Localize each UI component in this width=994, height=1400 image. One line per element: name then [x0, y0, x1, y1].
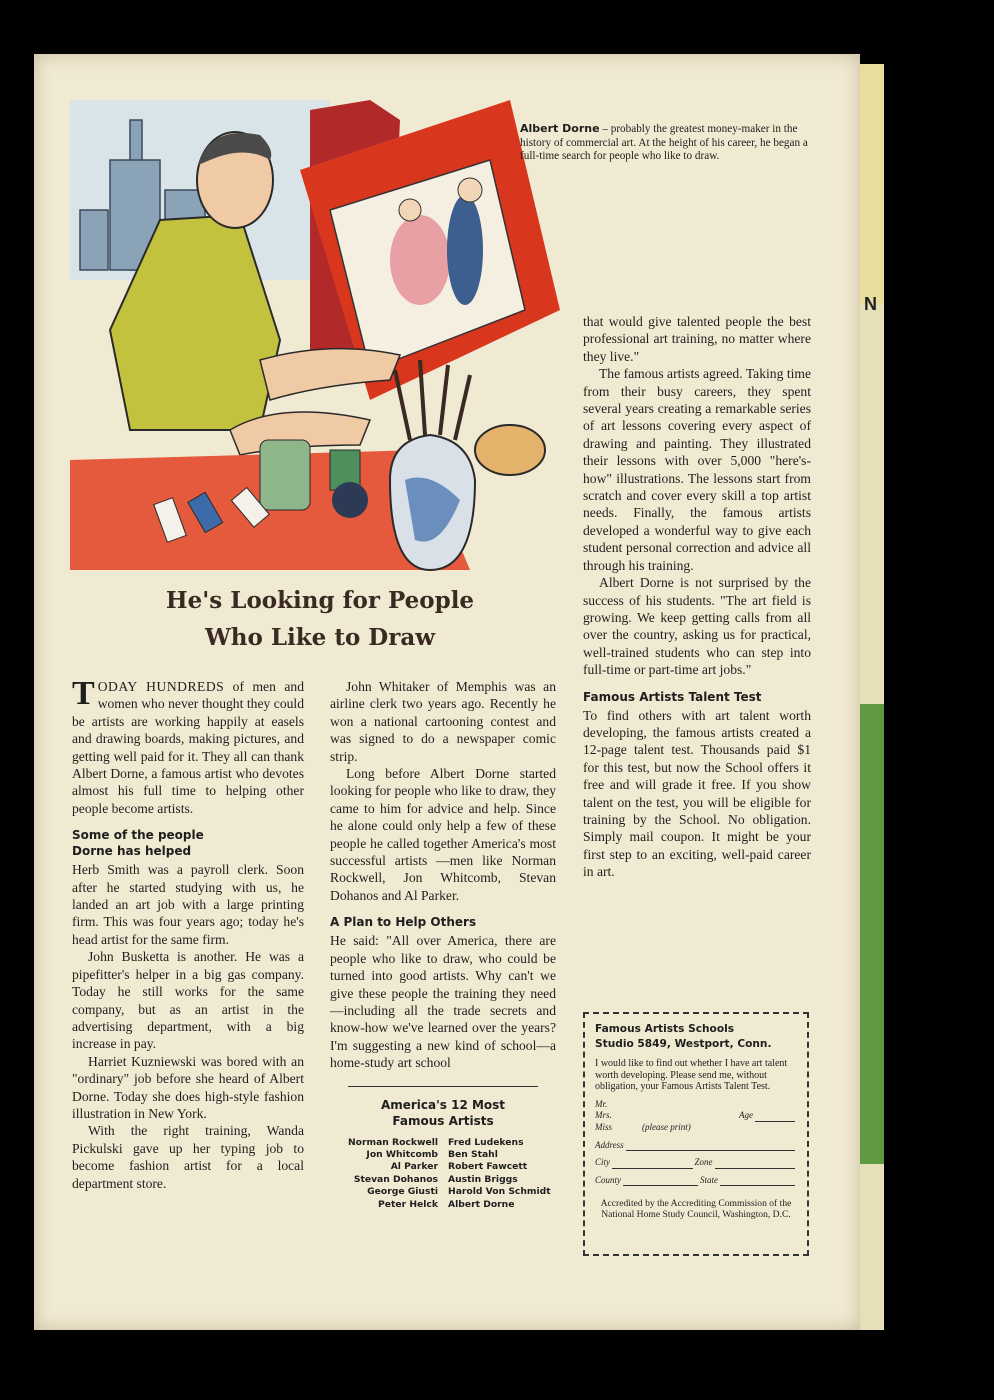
paragraph-talent-test: To find others with art talent worth developing, the famous artists created a 12-page talent test. Thousands paid $1 for this test, but now the School offers it free and will grade it free. If you show talent on the test, you will be eligible for training by the School. No obligation. Simply mail coupon. It might be your first step to an exciting, well-paid career in art. [583, 707, 811, 880]
coupon-address: Studio 5849, Westport, Conn. [595, 1038, 772, 1050]
coupon-body: I would like to find out whether I have art talent worth developing. Please send me, without obligation, your Famous Artists Talent Test. [595, 1058, 788, 1093]
subhead-line-1: Some of the people [72, 828, 204, 843]
column-2 [330, 678, 556, 1211]
label-state: State [700, 1174, 718, 1185]
subhead-people-helped [72, 827, 304, 859]
label-mr: Mr. [595, 1098, 608, 1109]
paragraph-wanda: With the right training, Wanda Pickulski gave up her typing job to become fashion artist for a local department store. [72, 1123, 304, 1191]
subhead-plan: A Plan to Help Others [330, 915, 477, 930]
coupon-row-address [595, 1140, 797, 1152]
artists-title [330, 1097, 556, 1129]
intro-paragraph [72, 675, 304, 817]
artists-list [330, 1137, 556, 1211]
caption-name: Albert Dorne [520, 122, 600, 135]
artist-name: Stevan Dohanos [353, 1173, 438, 1185]
bowl [475, 425, 545, 475]
accreditation-note: Accredited by the Accrediting Commission of the National Home Study Council, Washington, D.C. [600, 1198, 792, 1221]
paragraph-john-whitaker: John Whitaker of Memphis was an airline clerk two years ago. Recently he won a national cartooning contest and was signed to do a newspaper comic strip. [330, 679, 556, 764]
edge-yellow [860, 64, 884, 304]
illustration-caption [520, 122, 810, 164]
coupon-row-mr [595, 1099, 797, 1111]
label-city: City [595, 1157, 610, 1168]
headline-line-2: Who Like to Draw [204, 624, 436, 651]
coupon-row-county [595, 1175, 797, 1187]
label-please-print: (please print) [642, 1121, 691, 1132]
artist-name: Al Parker [390, 1161, 438, 1173]
city-field[interactable] [612, 1158, 693, 1169]
label-age: Age [739, 1110, 753, 1121]
artist-name: Albert Dorne [448, 1198, 515, 1210]
zone-field[interactable] [715, 1158, 796, 1169]
coupon-row-city [595, 1157, 797, 1169]
artist-name: Robert Fawcett [448, 1161, 528, 1173]
intro-lead: ODAY HUNDREDS [97, 679, 225, 694]
edge-green [860, 704, 884, 1164]
artist-name: Peter Helck [378, 1198, 438, 1210]
paragraph-artists-agreed: The famous artists agreed. Taking time from their busy careers, they spent several years creating a remarkable series of art lessons covering every aspect of drawing and painting. They illustrated their lessons with over 5,000 "here's-how" illustrations. The lessons start from scratch and cover every skill a top artist needs. Finally, the famous artists developed a wonderful way to give each student personal correction and advice all through his training. [583, 366, 811, 573]
label-address: Address [595, 1139, 624, 1150]
state-field[interactable] [720, 1175, 795, 1186]
artist-name: Austin Briggs [448, 1173, 518, 1185]
paragraph-continuation: that would give talented people the best professional art training, no matter where they live." [583, 314, 811, 364]
artist-name: Ben Stahl [448, 1148, 498, 1160]
artists-title-line-1: America's 12 Most [380, 1097, 506, 1112]
drop-cap: T [72, 675, 95, 712]
coupon-row-miss [595, 1122, 797, 1134]
headline [70, 582, 570, 656]
artist-illustration [70, 100, 570, 580]
county-field[interactable] [623, 1175, 698, 1186]
adjacent-page-edge [860, 64, 884, 1330]
artist-name: Jon Whitcomb [366, 1148, 438, 1160]
mail-coupon[interactable] [583, 1012, 809, 1256]
address-field[interactable] [626, 1140, 795, 1151]
artist-name: Fred Ludekens [448, 1136, 524, 1148]
divider [348, 1086, 538, 1087]
edge-letter: N [864, 294, 877, 314]
paragraph-long-before: Long before Albert Dorne started looking for people who like to draw, they came to him for advice and help. Since he alone could only help a few of these people he called together America's most successful artists —men like Norman Rockwell, Jon Whitcomb, Stevan Dohanos and Al Parker. [330, 766, 556, 903]
headline-line-1: He's Looking for People [165, 587, 475, 614]
column-1 [72, 675, 304, 1192]
paragraph-herb-smith: Herb Smith was a payroll clerk. Soon after he started studying with us, he landed an art job with a large printing firm. This was four years ago; today he's head artist for the same firm. [72, 862, 304, 947]
column-3 [583, 313, 811, 881]
coupon-row-mrs [595, 1110, 797, 1122]
subhead-line-2: Dorne has helped [72, 844, 192, 859]
intro-rest: of men and women who never thought they could be artists are working happily at easels and drawing boards, making pictures, and getting well paid for it. They all can thank Albert Dorne, a famous artist who devotes almost his full time to helping other people become artists. [72, 679, 304, 816]
label-zone: Zone [694, 1157, 713, 1168]
artist-name: Norman Rockwell [347, 1136, 438, 1148]
age-field[interactable] [755, 1111, 795, 1122]
artist-name: Harold Von Schmidt [448, 1186, 551, 1198]
paragraph-harriet: Harriet Kuzniewski was bored with an "ordinary" job before she heard of Albert Dorne. Today she does high-style fashion illustration in New York. [72, 1053, 304, 1121]
coupon-school-name: Famous Artists Schools [595, 1023, 735, 1035]
label-mrs: Mrs. [595, 1110, 612, 1121]
label-county: County [595, 1174, 621, 1185]
paragraph-john-busketta: John Busketta is another. He was a pipefitter's helper in a big gas company. Today he still works for the same company, but as an artist in the advertising department, with a big increase in pay. [72, 949, 304, 1052]
artist-name: George Giusti [367, 1186, 438, 1198]
paragraph-not-surprised: Albert Dorne is not surprised by the success of his students. "The art field is growing. We keep getting calls from all over the country, asking us for practical, well-trained students who can step into full-time or part-time art jobs." [583, 575, 811, 678]
paragraph-he-said: He said: "All over America, there are people who like to draw, who could be turned into good artists. Why can't we give these people the training they need—including all the trade secrets and know-how we've learned over the years? I'm suggesting a new kind of school—a home-study art school [330, 933, 556, 1071]
caption-text: – probably the greatest money-maker in the history of commercial art. At the height of his career, he began a full-time search for people who like to draw. [520, 123, 808, 162]
artists-title-line-2: Famous Artists [392, 1113, 494, 1128]
label-miss: Miss [595, 1121, 613, 1132]
subhead-talent-test: Famous Artists Talent Test [583, 689, 762, 704]
